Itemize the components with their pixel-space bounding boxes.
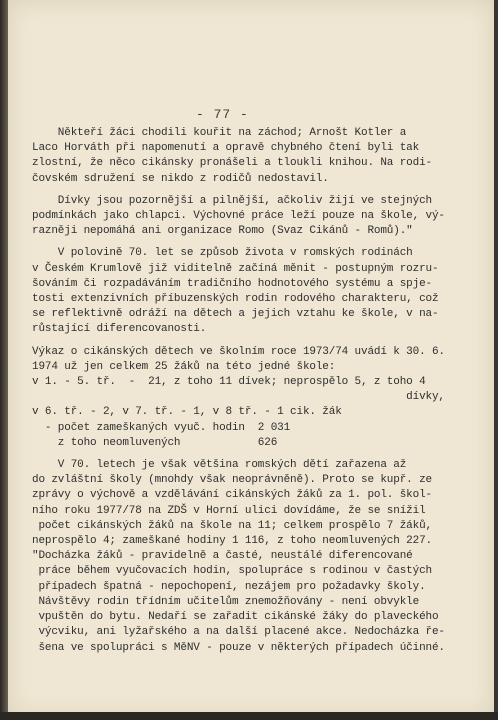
scan-binding-edge xyxy=(0,0,8,720)
text-line: v 1. - 5. tř. - 21, z toho 11 dívek; neprospělo 5, z toho 4 xyxy=(32,376,426,389)
text-line: do zvláštní školy (mnohdy však neoprávněně). Proto se kupř. ze xyxy=(32,474,432,487)
text-line: neprospělo 4; zameškané hodiny 1 116, z toho neomluvených 227. xyxy=(32,535,432,548)
typed-text-body xyxy=(32,126,445,663)
text-line: V 70. letech je však většina romských dětí zařazena až xyxy=(32,459,407,472)
text-line: z toho neomluvených 626 xyxy=(32,436,278,449)
text-line: šena ve spolupráci s MěNV - pouze v některých případech účinné. xyxy=(32,641,445,654)
text-line: ního roku 1977/78 na ZDŠ v Horní ulici dovídáme, že se snížil xyxy=(32,504,426,517)
text-line: zlostní, že něco cikánsky pronášeli a tloukli knihou. Na rodi- xyxy=(32,157,432,170)
paragraph-3 xyxy=(32,246,439,337)
text-line: - počet zameškaných vyuč. hodin 2 031 xyxy=(32,421,291,434)
scan-bottom-edge xyxy=(0,712,498,720)
text-line: "Docházka žáků - pravidelně a časté, neustálé diferencované xyxy=(32,550,413,563)
text-line: V polovině 70. let se způsob života v romských rodinách xyxy=(32,247,413,260)
text-line: podmínkách jako chlapci. Výchovné práce leží pouze na škole, vý- xyxy=(32,210,445,223)
text-line: Laco Horváth při napomenutí a opravě chybného čtení byli tak xyxy=(32,142,420,155)
text-line: Výkaz o cikánských dětech ve školním roce 1973/74 uvádí k 30. 6. xyxy=(32,345,445,358)
text-line: tosti extenzivních příbuzenských rodin rodového charakteru, což xyxy=(32,293,439,306)
text-line: čovském sdružení se nikdo z rodičů nedostavil. xyxy=(32,172,329,185)
text-line: se reflektivně odráží na dětech a jejich vztahu ke škole, v na- xyxy=(32,308,439,321)
text-line: v 6. tř. - 2, v 7. tř. - 1, v 8 tř. - 1 cik. žák xyxy=(32,406,342,419)
text-line: počet cikánských žáků na škole na 11; celkem prospělo 7 žáků, xyxy=(32,519,432,532)
paragraph-4-statistics xyxy=(32,345,445,451)
paragraph-2 xyxy=(32,194,445,240)
text-line: zprávy o výchově a vzdělávání cikánských žáků za 1. pol. škol- xyxy=(32,489,432,502)
text-line: případech špatná - nepochopení, nezájem pro požadavky školy. xyxy=(32,580,426,593)
text-line: šováním či rozpadáváním tradičního hodnotového systému a spje- xyxy=(32,277,432,290)
paragraph-1 xyxy=(32,126,432,187)
paragraph-5 xyxy=(32,458,445,656)
document-page xyxy=(8,0,494,718)
text-line: razněji nepomáhá ani organizace Romo (Svaz Cikánů - Romů)." xyxy=(32,225,413,238)
text-line: růstající diferencovanosti. xyxy=(32,323,207,336)
text-line: vpuštěn do bytu. Nedaří se zařadit cikánské žáky do plaveckého xyxy=(32,611,439,624)
text-line: 1974 už jen celkem 25 žáků na této jedné škole: xyxy=(32,360,336,373)
page-number: - 77 - xyxy=(196,107,249,122)
text-line: v Českém Krumlově již viditelně začíná měnit - postupným rozru- xyxy=(32,262,439,275)
text-line: Návštěvy rodin třídním učitelům znemožňovány - není obvykle xyxy=(32,595,420,608)
text-line: práce během vyučovacích hodin, spolupráce s rodinou v častých xyxy=(32,565,432,578)
text-line: dívky, xyxy=(32,391,445,404)
text-line: výcviku, ani lyžařského a na další placené akce. Nedocházka ře- xyxy=(32,626,445,639)
text-line: Dívky jsou pozornější a pilnější, ačkoliv žijí ve stejných xyxy=(32,194,432,207)
text-line: Někteří žáci chodili kouřit na záchod; Arnošt Kotler a xyxy=(32,127,407,139)
